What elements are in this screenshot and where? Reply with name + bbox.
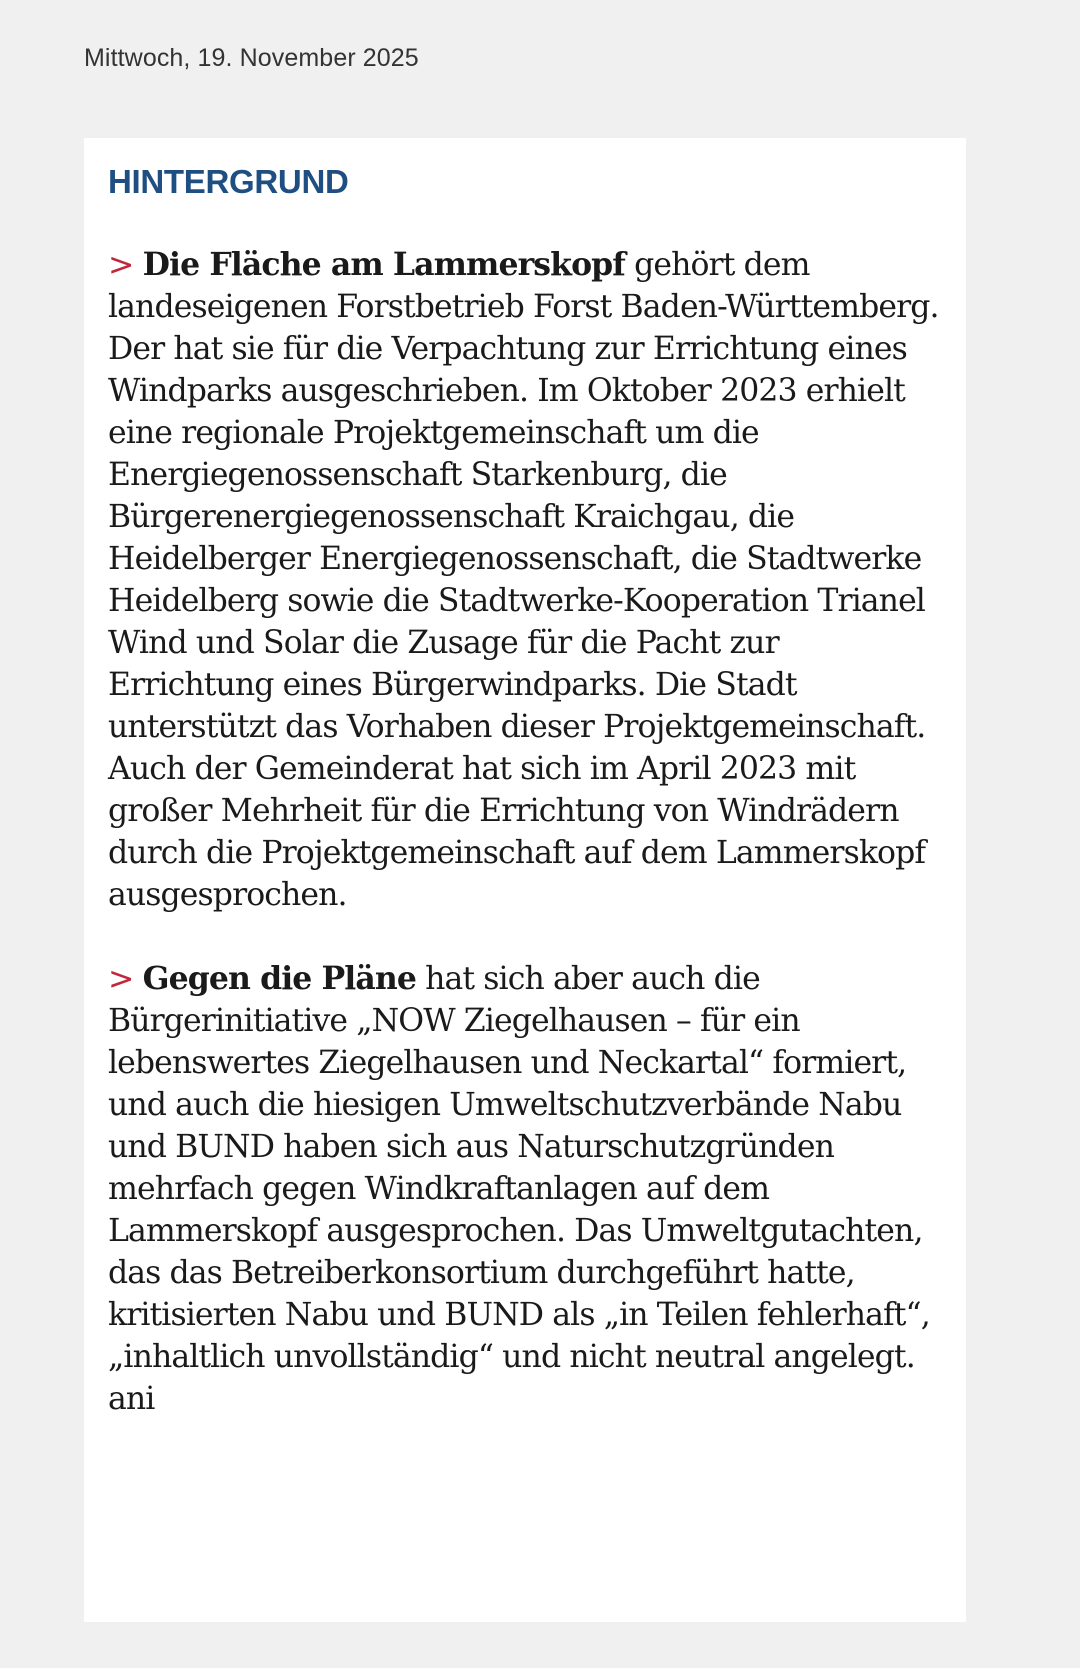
paragraph-lead: Gegen die Pläne	[142, 960, 417, 997]
paragraph-text: gehört dem landeseigenen Forstbetrieb Forst Baden-Württemberg. Der hat sie für die Verpachtung zur Errichtung eines Windparks ausgeschrieben. Im Oktober 2023 erhielt eine regionale Projektgemeinschaft um die Energiegenossenschaft Starkenburg, die Bürgerenergiegenossenschaft Kraichgau, die Heidelberger Energiegenossenschaft, die Stadtwerke Heidelberg sowie die Stadtwerke-Kooperation Trianel Wind und Solar die Zusage für die Pacht zur Errichtung eines Bürgerwindparks. Die Stadt unterstützt das Vorhaben dieser Projektgemeinschaft. Auch der Gemeinderat hat sich im April 2023 mit großer Mehrheit für die Errichtung von Windrädern durch die Projektgemeinschaft auf dem Lammerskopf ausgesprochen.	[108, 247, 939, 913]
paragraph-marker: >	[108, 247, 134, 283]
publication-date: Mittwoch, 19. November 2025	[84, 44, 419, 72]
paragraph-lead: Die Fläche am Lammerskopf	[142, 246, 625, 283]
paragraph-text: hat sich aber auch die Bürgerinitiative „NOW Ziegelhausen – für ein lebenswertes Ziegelhausen und Neckartal“ formiert, und auch die hiesigen Umweltschutzverbände Nabu und BUND haben sich aus Naturschutzgründen mehrfach gegen Windkraftanlagen auf dem Lammerskopf ausgesprochen. Das Umweltgutachten, das das Betreiberkonsortium durchgeführt hatte, kritisierten Nabu und BUND als „in Teilen fehlerhaft“, „inhaltlich unvollständig“ und nicht neutral angelegt. ani	[108, 961, 930, 1417]
box-heading: HINTERGRUND	[108, 163, 349, 200]
paragraph-marker: >	[108, 961, 134, 997]
paragraph-opposition	[108, 958, 946, 1420]
background-info-box	[84, 138, 966, 1622]
paragraph-lammerskopf-area	[108, 244, 946, 916]
